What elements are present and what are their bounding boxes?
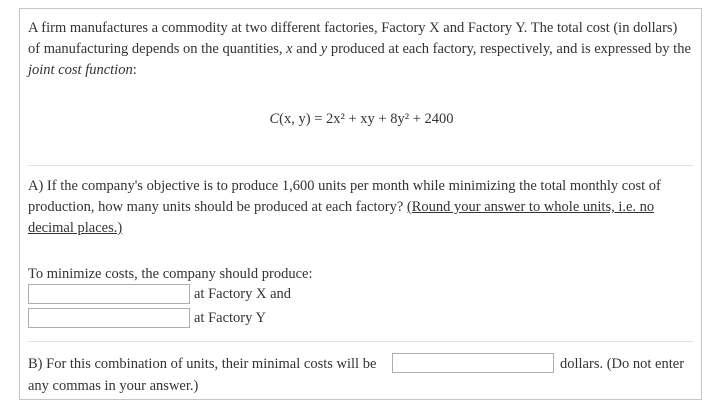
factory-y-input[interactable]	[28, 308, 190, 328]
rounding-note: (Round your answer to whole units, i.e. no decimal places.)	[28, 199, 655, 236]
section-divider	[28, 165, 693, 166]
intro-text-2: and	[292, 41, 321, 57]
part-a-question-text: A) If the company's objective is to produce 1,600 units per month while minimizing the total monthly cost of production, how many units should be produced at each factory?	[28, 178, 661, 215]
equation-function-name: C	[269, 111, 280, 127]
minimal-cost-input[interactable]	[392, 353, 554, 373]
joint-cost-function-term: joint cost function	[28, 62, 133, 78]
intro-text-3: produced at each factory, respectively, and is expressed by the	[327, 41, 691, 57]
part-b-suffix: dollars. (Do not enter	[560, 356, 685, 372]
cost-function-equation	[20, 109, 702, 129]
intro-text-1: A firm manufactures a commodity at two different factories, Factory X and Factory Y. The total cost (in dollars) of manufacturing depends on the quantities,	[28, 20, 678, 57]
minimize-prompt: To minimize costs, the company should produce:	[28, 266, 313, 282]
question-panel	[19, 8, 702, 400]
variable-x: x	[286, 41, 293, 57]
part-a-question	[28, 176, 693, 239]
variable-y: y	[320, 41, 328, 57]
equation-arguments: (x, y)	[279, 111, 311, 127]
factory-y-label: at Factory Y	[194, 310, 266, 326]
intro-text-4: :	[132, 62, 137, 78]
factory-x-input[interactable]	[28, 284, 190, 304]
factory-x-label: at Factory X and	[194, 286, 292, 302]
equation-right-side: = 2x² + xy + 8y² + 2400	[310, 111, 454, 127]
part-b-question: B) For this combination of units, their minimal costs will be	[28, 356, 377, 372]
part-b-note: any commas in your answer.)	[28, 378, 199, 394]
problem-statement	[28, 18, 693, 81]
section-divider	[28, 341, 693, 342]
